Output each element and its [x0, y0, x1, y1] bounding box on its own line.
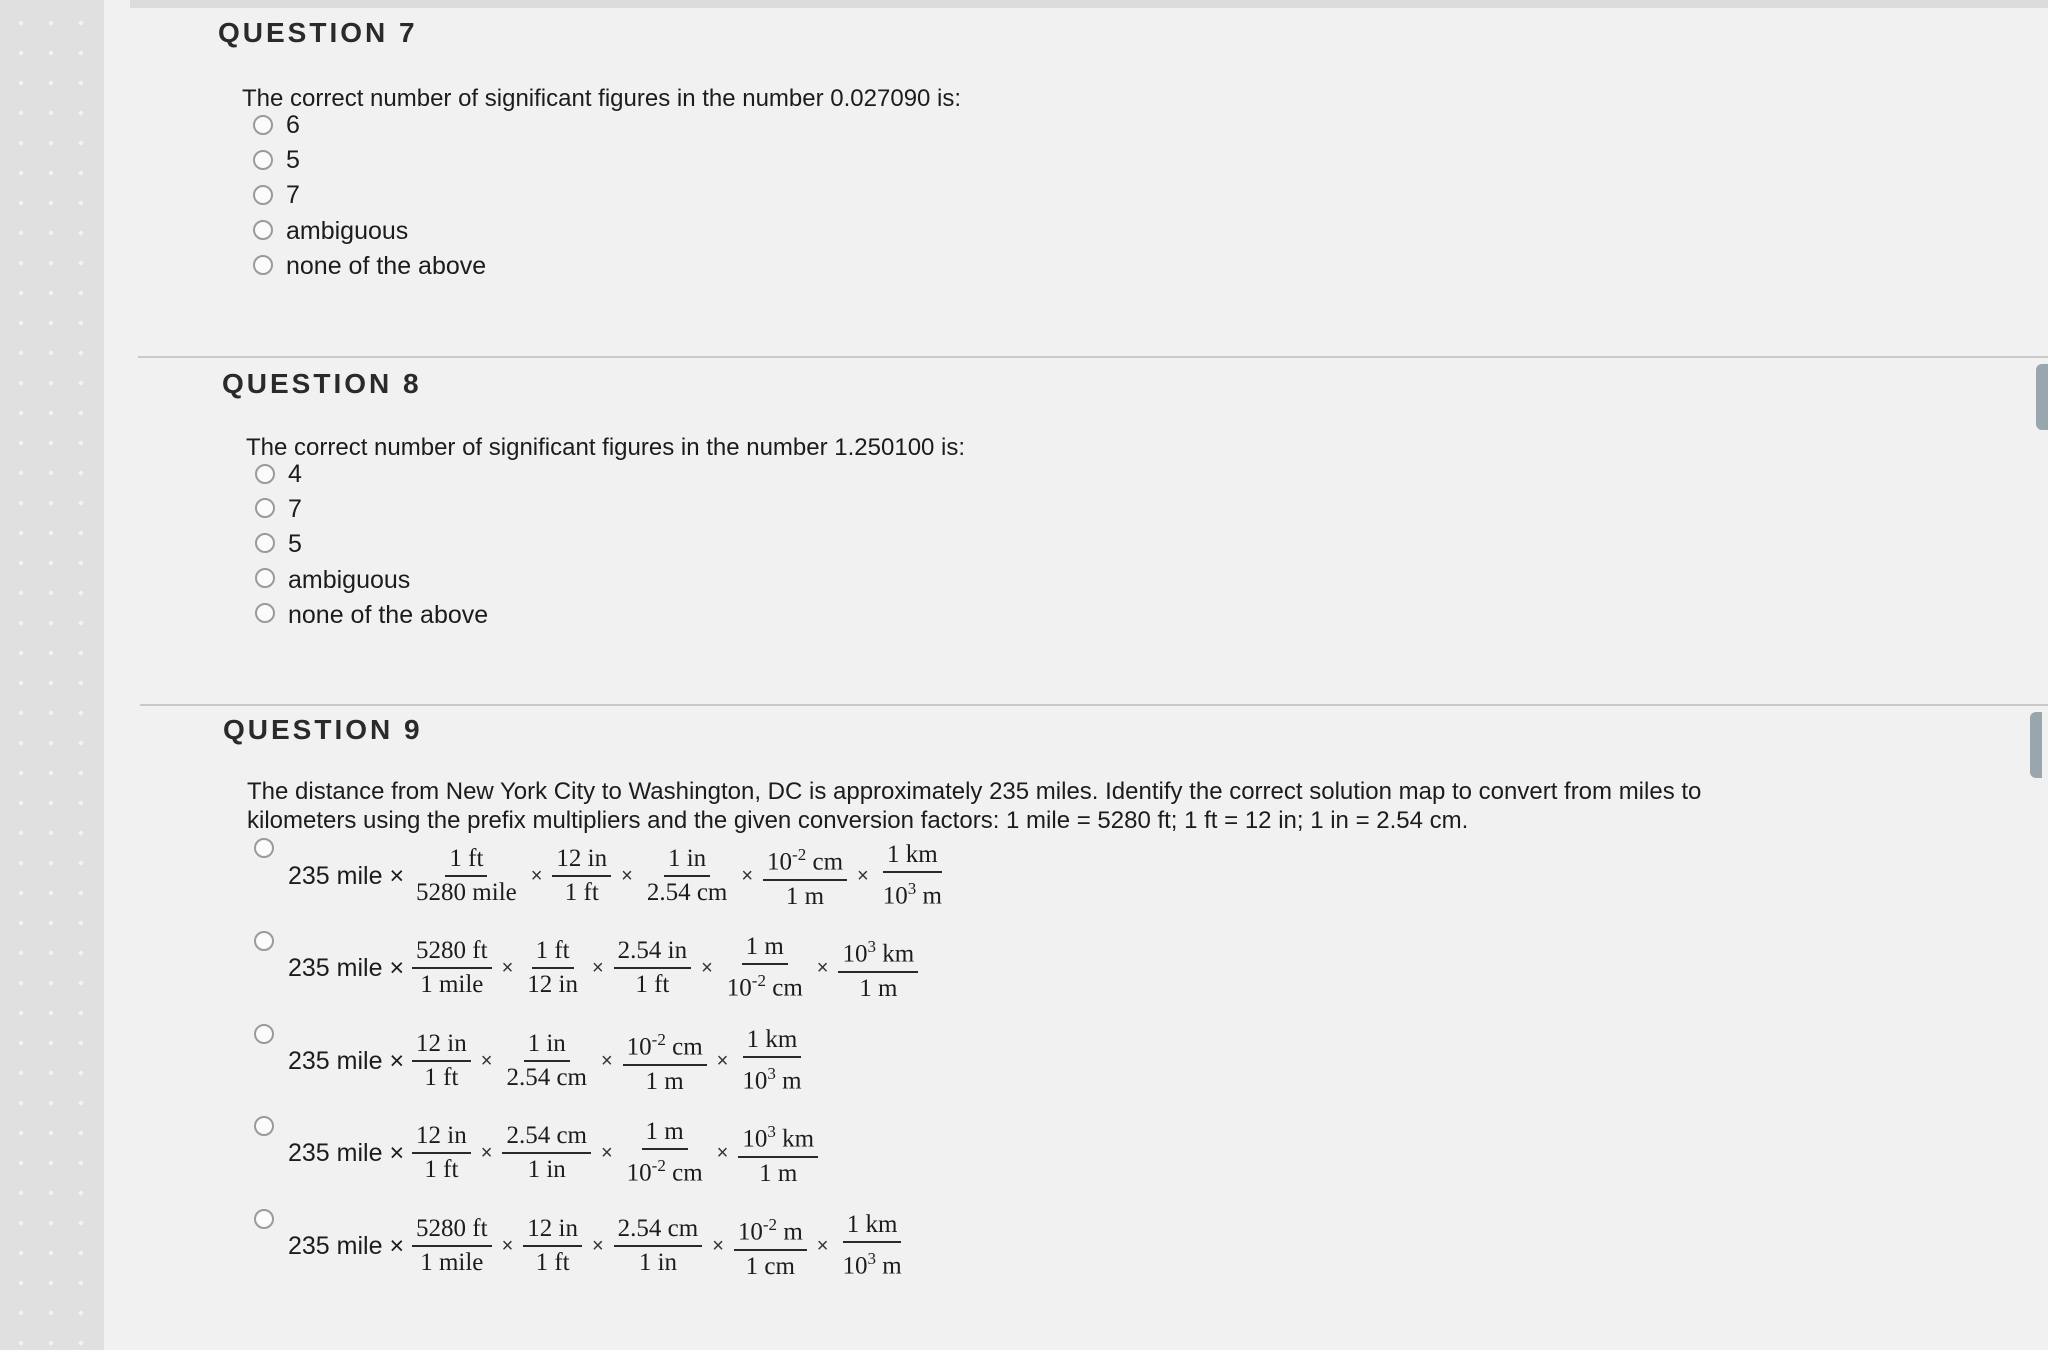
start-quantity: 235 mile × — [288, 1138, 405, 1167]
q8-option-3[interactable]: 5 — [288, 530, 302, 558]
question-8-title: QUESTION 8 — [222, 368, 422, 399]
q7-option-4[interactable]: ambiguous — [286, 217, 409, 245]
conversion-factor — [838, 1211, 905, 1280]
factor-numerator: 2.54 cm — [614, 1215, 703, 1247]
q7-option-3[interactable]: 7 — [286, 181, 300, 209]
multiply-sign: × — [816, 1234, 829, 1257]
conversion-factor — [502, 1122, 591, 1184]
factor-denominator: 1 in — [638, 1249, 678, 1276]
multiply-sign: × — [816, 956, 829, 979]
factor-denominator: $10^3$ m — [882, 879, 942, 910]
q9-radio-5[interactable] — [254, 1209, 274, 1229]
multiply-sign: × — [716, 1049, 729, 1072]
q7-option-1[interactable]: 6 — [286, 111, 300, 139]
factor-denominator: 1 ft — [635, 971, 670, 998]
question-8-text: The correct number of significant figures in the number 1.250100 is: — [246, 434, 966, 461]
factor-denominator: 1 ft — [424, 1064, 459, 1091]
factor-numerator: 1 km — [743, 1026, 802, 1058]
divider-q8-q9 — [140, 704, 2048, 706]
q8-option-1[interactable]: 4 — [288, 460, 302, 488]
solution-map-4[interactable] — [288, 1118, 818, 1188]
factor-numerator: 5280 ft — [412, 937, 492, 969]
factor-numerator: 12 in — [412, 1030, 471, 1062]
multiply-sign: × — [600, 1141, 613, 1164]
q7-radio-5[interactable] — [253, 255, 273, 275]
top-divider — [130, 0, 2048, 8]
q9-radio-1[interactable] — [254, 838, 274, 858]
factor-denominator: 1 in — [527, 1156, 566, 1183]
factor-denominator: $10^{-2}$ cm — [626, 1156, 703, 1187]
q7-radio-2[interactable] — [253, 150, 273, 170]
factor-numerator: 1 m — [742, 933, 788, 965]
factor-numerator: 1 m — [642, 1118, 688, 1150]
q7-radio-3[interactable] — [253, 185, 273, 205]
multiply-sign: × — [621, 864, 633, 887]
factor-denominator: 1 m — [859, 974, 898, 1002]
conversion-factor — [623, 1026, 707, 1095]
q7-radio-4[interactable] — [253, 220, 273, 240]
factor-denominator: 12 in — [527, 971, 578, 998]
q9-radio-2[interactable] — [254, 931, 274, 951]
factor-denominator: 1 m — [785, 882, 825, 910]
solution-map-1[interactable] — [288, 841, 946, 911]
multiply-sign: × — [600, 1049, 613, 1072]
question-7-title: QUESTION 7 — [218, 17, 418, 48]
conversion-factor — [412, 845, 521, 907]
factor-numerator: 2.54 cm — [502, 1122, 591, 1154]
factor-numerator: 5280 ft — [412, 1215, 492, 1247]
multiply-sign: × — [501, 1234, 514, 1257]
factor-numerator: 12 in — [412, 1122, 471, 1154]
factor-numerator: $10^3$ km — [838, 933, 918, 972]
question-9-text-line-2: kilometers using the prefix multipliers and the given conversion factors: 1 mile = 5280 ft; 1 ft = 12 in; 1 in = 2.54 cm. — [247, 807, 1469, 834]
conversion-factor — [643, 845, 732, 907]
question-9-title: QUESTION 9 — [223, 714, 423, 745]
conversion-factor — [523, 937, 582, 999]
conversion-factor — [738, 1118, 818, 1187]
factor-denominator: 1 ft — [564, 879, 599, 906]
start-quantity: 235 mile × — [288, 953, 405, 982]
multiply-sign: × — [480, 1049, 493, 1072]
multiply-sign: × — [857, 864, 869, 887]
start-quantity: 235 mile × — [288, 1046, 405, 1075]
conversion-factor — [614, 937, 691, 999]
factor-denominator: 1 mile — [420, 1249, 484, 1276]
factor-denominator: 5280 mile — [416, 879, 517, 906]
q9-radio-3[interactable] — [254, 1024, 274, 1044]
factor-numerator: 1 ft — [445, 845, 487, 877]
q8-radio-3[interactable] — [255, 533, 275, 553]
factor-denominator: 2.54 cm — [506, 1064, 587, 1091]
conversion-factor — [552, 845, 611, 907]
multiply-sign: × — [716, 1141, 729, 1164]
multiply-sign: × — [591, 956, 604, 979]
factor-denominator: 1 ft — [535, 1249, 570, 1276]
factor-denominator: $10^3$ m — [742, 1064, 802, 1095]
start-quantity: 235 mile × — [288, 861, 405, 890]
factor-numerator: 1 in — [664, 845, 710, 877]
q8-radio-4[interactable] — [255, 568, 275, 588]
conversion-factor — [412, 1030, 471, 1092]
factor-denominator: 1 ft — [424, 1156, 459, 1183]
factor-numerator: 1 in — [524, 1030, 570, 1062]
scroll-indicator[interactable] — [2036, 364, 2048, 430]
conversion-factor — [738, 1026, 805, 1095]
factor-numerator: 1 km — [883, 841, 942, 873]
multiply-sign: × — [701, 956, 713, 979]
factor-numerator: $10^{-2}$ m — [734, 1211, 807, 1250]
q8-option-2[interactable]: 7 — [288, 495, 302, 523]
q7-radio-1[interactable] — [253, 115, 273, 135]
conversion-factor — [734, 1211, 807, 1280]
conversion-factor — [412, 1215, 492, 1277]
factor-denominator: $10^{-2}$ cm — [726, 971, 803, 1002]
factor-numerator: 2.54 in — [614, 937, 691, 969]
multiply-sign: × — [530, 864, 543, 887]
multiply-sign: × — [591, 1234, 604, 1257]
multiply-sign: × — [712, 1234, 724, 1257]
multiply-sign: × — [501, 956, 514, 979]
factor-numerator: $10^{-2}$ cm — [623, 1026, 707, 1065]
q8-radio-2[interactable] — [255, 498, 275, 518]
solution-map-2[interactable] — [288, 933, 918, 1003]
q8-radio-5[interactable] — [255, 603, 275, 623]
conversion-factor — [523, 1215, 582, 1277]
factor-denominator: 2.54 cm — [646, 879, 728, 906]
conversion-factor — [502, 1030, 591, 1092]
factor-denominator: 1 m — [759, 1159, 798, 1187]
scroll-indicator-2[interactable] — [2030, 712, 2042, 778]
conversion-factor — [614, 1215, 703, 1277]
factor-numerator: $10^{-2}$ cm — [763, 841, 847, 880]
question-7-text: The correct number of significant figures in the number 0.027090 is: — [242, 85, 962, 112]
q7-option-2[interactable]: 5 — [286, 146, 300, 174]
factor-numerator: 1 ft — [532, 937, 574, 969]
factor-numerator: $10^3$ km — [738, 1118, 818, 1157]
factor-denominator: 1 mile — [420, 971, 484, 998]
conversion-factor — [412, 1122, 471, 1184]
conversion-factor — [723, 933, 807, 1002]
q9-radio-4[interactable] — [254, 1116, 274, 1136]
factor-numerator: 12 in — [552, 845, 611, 877]
factor-denominator: 1 cm — [745, 1252, 795, 1280]
q7-option-5[interactable]: none of the above — [286, 252, 487, 280]
factor-numerator: 12 in — [523, 1215, 582, 1247]
solution-map-5[interactable] — [288, 1211, 906, 1281]
conversion-factor — [412, 937, 492, 999]
q8-radio-1[interactable] — [255, 464, 275, 484]
divider-q7-q8 — [138, 356, 2048, 358]
start-quantity: 235 mile × — [288, 1231, 405, 1260]
conversion-factor — [879, 841, 946, 910]
multiply-sign: × — [741, 864, 754, 887]
factor-denominator: 1 m — [645, 1067, 684, 1095]
page-margin — [0, 0, 105, 1350]
conversion-factor — [763, 841, 847, 910]
conversion-factor — [838, 933, 918, 1002]
multiply-sign: × — [480, 1141, 493, 1164]
conversion-factor — [623, 1118, 707, 1187]
solution-map-3[interactable] — [288, 1026, 806, 1096]
factor-denominator: $10^3$ m — [842, 1249, 902, 1280]
q8-option-4[interactable]: ambiguous — [288, 566, 411, 594]
question-9-text-line-1: The distance from New York City to Washington, DC is approximately 235 miles. Identify the correct solution map to convert from miles to — [247, 778, 1702, 805]
factor-numerator: 1 km — [843, 1211, 902, 1243]
q8-option-5[interactable]: none of the above — [288, 601, 489, 629]
